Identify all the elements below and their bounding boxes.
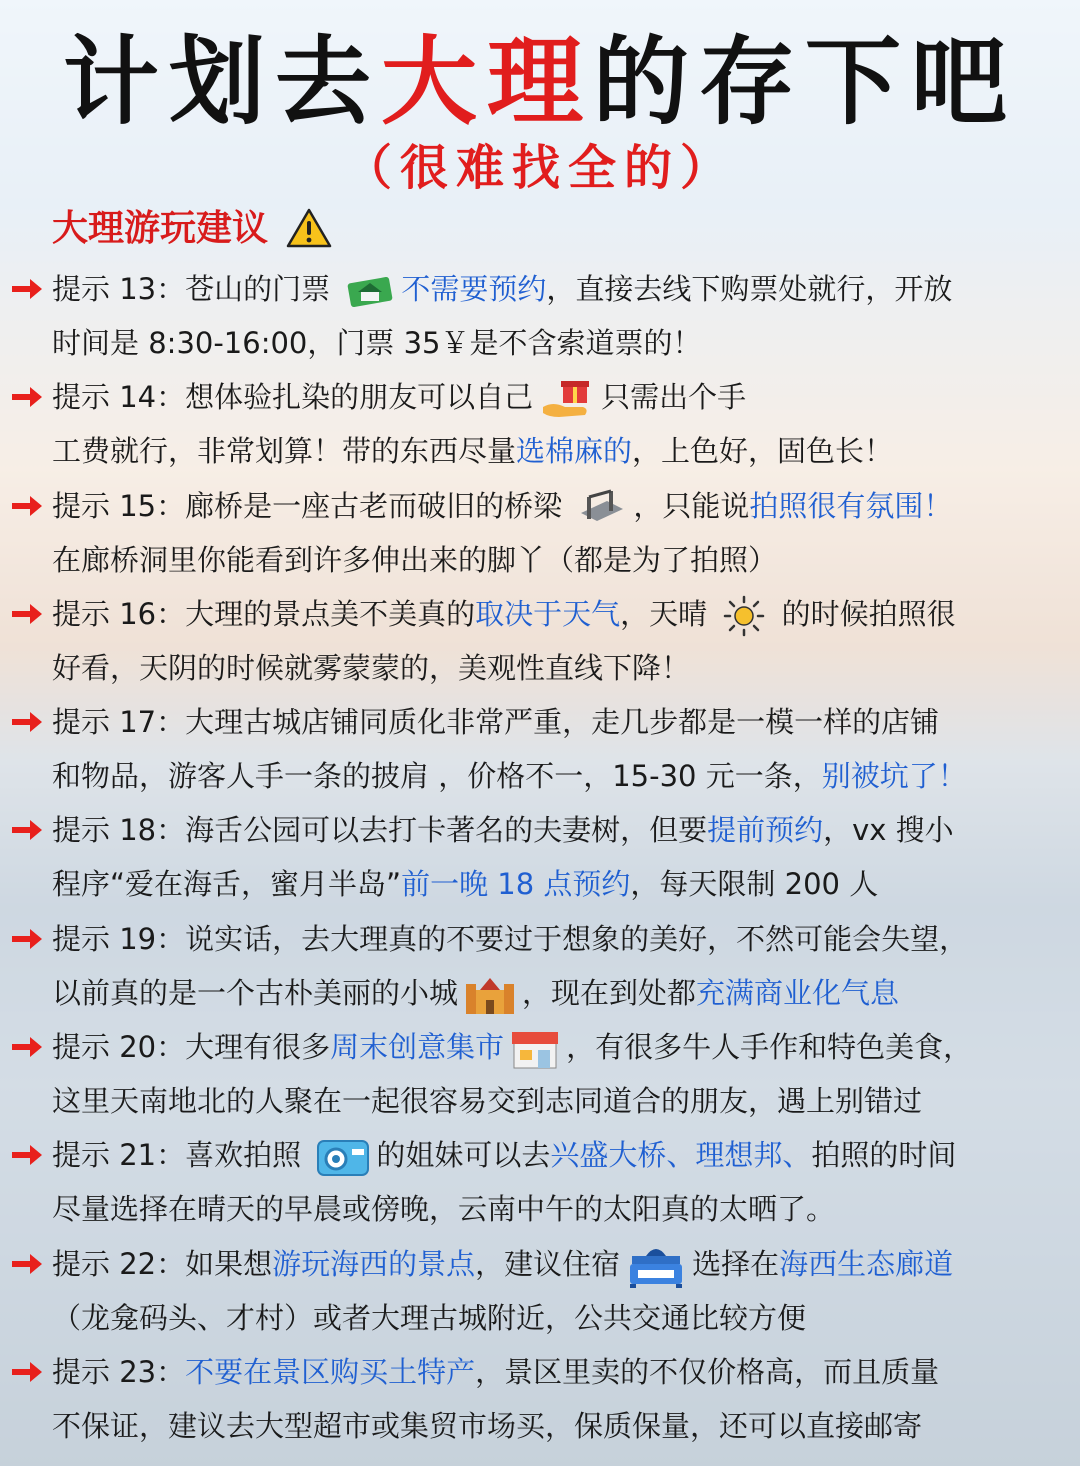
tip-17 [0,695,1080,803]
arrow-icon [10,1251,44,1277]
tip-line-1: 提示 13：苍山的门票 不需要预约，直接去线下购票处就行，开放 [52,272,953,306]
tip-15 [0,479,1080,587]
store-icon [510,1028,560,1070]
tip-line-2: （龙龛码头、才村）或者大理古城附近，公共交通比较方便 [52,1300,807,1335]
tip-line-2: 工费就行，非常划算！带的东西尽量选棉麻的，上色好，固色长！ [52,434,894,469]
arrow-icon [10,1359,44,1385]
title-highlight: 大理 [381,26,593,138]
tip-line-1: 提示 16：大理的景点美不美真的取决于天气，天晴 的时候拍照很 [52,587,1062,641]
tip-line-1: 提示 17：大理古城店铺同质化非常严重，走几步都是一模一样的店铺 [52,705,940,740]
tip-22 [0,1237,1080,1345]
tip-line-2: 以前真的是一个古朴美丽的小城 ，现在到处都充满商业化气息 [52,966,1062,1020]
tip-line-1: 提示 19：说实话，去大理真的不要过于想象的美好，不然可能会失望， [52,921,969,956]
title-part-2: 的存下吧 [593,26,1017,138]
tip-line-1: 提示 22：如果想游玩海西的景点，建议住宿 选择在海西生态廊道 [52,1237,1062,1291]
arrow-icon [10,817,44,843]
section-heading-label: 大理游玩建议 [52,207,269,249]
arrow-icon [10,1034,44,1060]
bridge-icon [577,487,627,529]
arrow-icon [10,1142,44,1168]
tip-14 [0,370,1080,478]
tip-16 [0,587,1080,695]
tip-line-2: 和物品，游客人手一条的披肩 ，价格不一，15-30 元一条，别被坑了！ [52,759,967,794]
sun-icon [722,594,766,638]
tip-13 [0,262,1080,370]
tip-line-1: 提示 15：廊桥是一座古老而破旧的桥梁 ，只能说拍照很有氛围！ [52,479,1062,533]
tip-line-1: 提示 14：想体验扎染的朋友可以自己 只需出个手 [52,370,1062,424]
tip-line-2: 在廊桥洞里你能看到许多伸出来的脚丫（都是为了拍照） [52,542,778,577]
tip-18 [0,803,1080,911]
tip-line-2: 时间是 8:30-16:00，门票 35￥是不含索道票的！ [52,326,702,360]
section-heading [52,200,332,256]
page-title [0,22,1080,142]
arrow-icon [10,493,44,519]
hotel-icon [626,1242,686,1290]
camera-icon [316,1137,370,1177]
tip-line-2: 不保证，建议去大型超市或集贸市场买，保质保量，还可以直接邮寄 [52,1408,923,1443]
title-part-1: 计划去 [63,26,381,138]
tips-list [0,262,1080,1453]
tip-23 [0,1345,1080,1453]
tip-line-2: 程序“爱在海舌，蜜月半岛”前一晚 18 点预约，每天限制 200 人 [52,867,879,902]
warning-icon [286,208,332,248]
ticket-icon [345,274,395,308]
arrow-icon [10,601,44,627]
tip-line-2: 这里天南地北的人聚在一起很容易交到志同道合的朋友，遇上别错过 [52,1084,923,1119]
arrow-icon [10,276,44,302]
tip-line-1: 提示 20：大理有很多周末创意集市 ，有很多牛人手作和特色美食， [52,1020,1062,1074]
tip-line-1: 提示 21：喜欢拍照 的姐妹可以去兴盛大桥、理想邦、拍照的时间 [52,1128,1062,1182]
castle-icon [464,974,516,1016]
arrow-icon [10,926,44,952]
gift-icon [539,377,595,421]
tip-19 [0,912,1080,1020]
tip-21 [0,1128,1080,1236]
arrow-icon [10,709,44,735]
tip-20 [0,1020,1080,1128]
arrow-icon [10,384,44,410]
tip-line-1: 提示 18：海舌公园可以去打卡著名的夫妻树，但要提前预约，vx 搜小 [52,813,954,848]
tip-line-1: 提示 23：不要在景区购买土特产，景区里卖的不仅价格高，而且质量 [52,1354,940,1389]
subtitle: （很难找全的） [343,140,736,196]
tip-line-2: 好看，天阴的时候就雾蒙蒙的，美观性直线下降！ [52,650,691,685]
tip-line-2: 尽量选择在晴天的早晨或傍晚，云南中午的太阳真的太晒了。 [52,1192,836,1227]
